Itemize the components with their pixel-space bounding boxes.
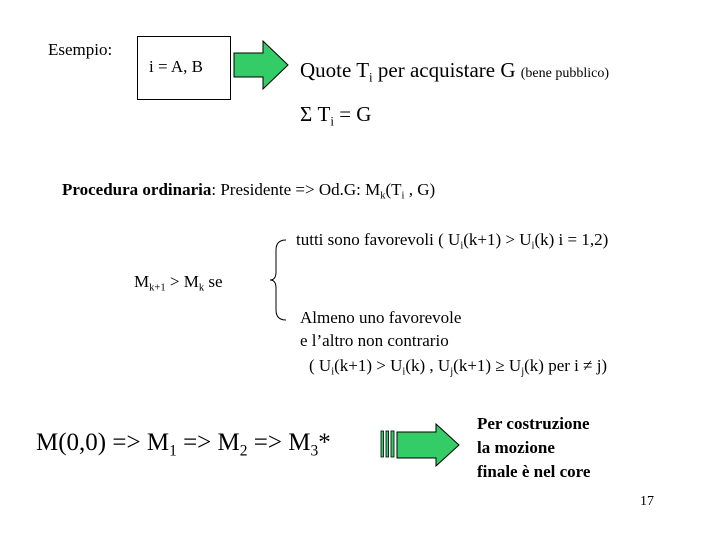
all-favorable-condition: tutti sono favorevoli ( $U_i(k+1) > U_i(k) i = 1,2$): [296, 230, 609, 252]
note-line1: Per costruzione: [477, 414, 590, 433]
note-line3: finale è nel core: [477, 462, 591, 481]
players-box-text: i = A, B: [149, 57, 203, 76]
procedure-line: Procedura ordinaria: Presidente => Od.G: $M_k(T_i$ , G): [62, 180, 436, 202]
at-least-one-line3: ( $U_i(k+1) > U_i(k)$ , $U_j(k+1) \ge U_j(k)$ per i ≠ j): [309, 356, 608, 378]
at-least-one-line2: e l’altro non contrario: [300, 331, 449, 350]
example-label: Esempio:: [48, 40, 113, 59]
quote-statement: Quote $T_i$ per acquistare G (bene pubblico): [300, 58, 610, 85]
mk-condition: $M_{k+1} > M_k$ se: [134, 272, 223, 294]
right-arrow-icon: [233, 40, 289, 90]
sum-equation: Σ $T_i = G$: [300, 102, 372, 129]
page-number: 17: [640, 494, 654, 509]
right-arrow-icon: [396, 423, 460, 467]
note-line2: la mozione: [477, 438, 555, 457]
motion-sequence: $M(0,0) => M_1 => M_2 => M_3*$: [36, 429, 331, 460]
at-least-one-line1: Almeno uno favorevole: [300, 308, 462, 327]
curly-brace-icon: [268, 238, 292, 322]
striped-arrow-tail-icon: [380, 430, 396, 458]
